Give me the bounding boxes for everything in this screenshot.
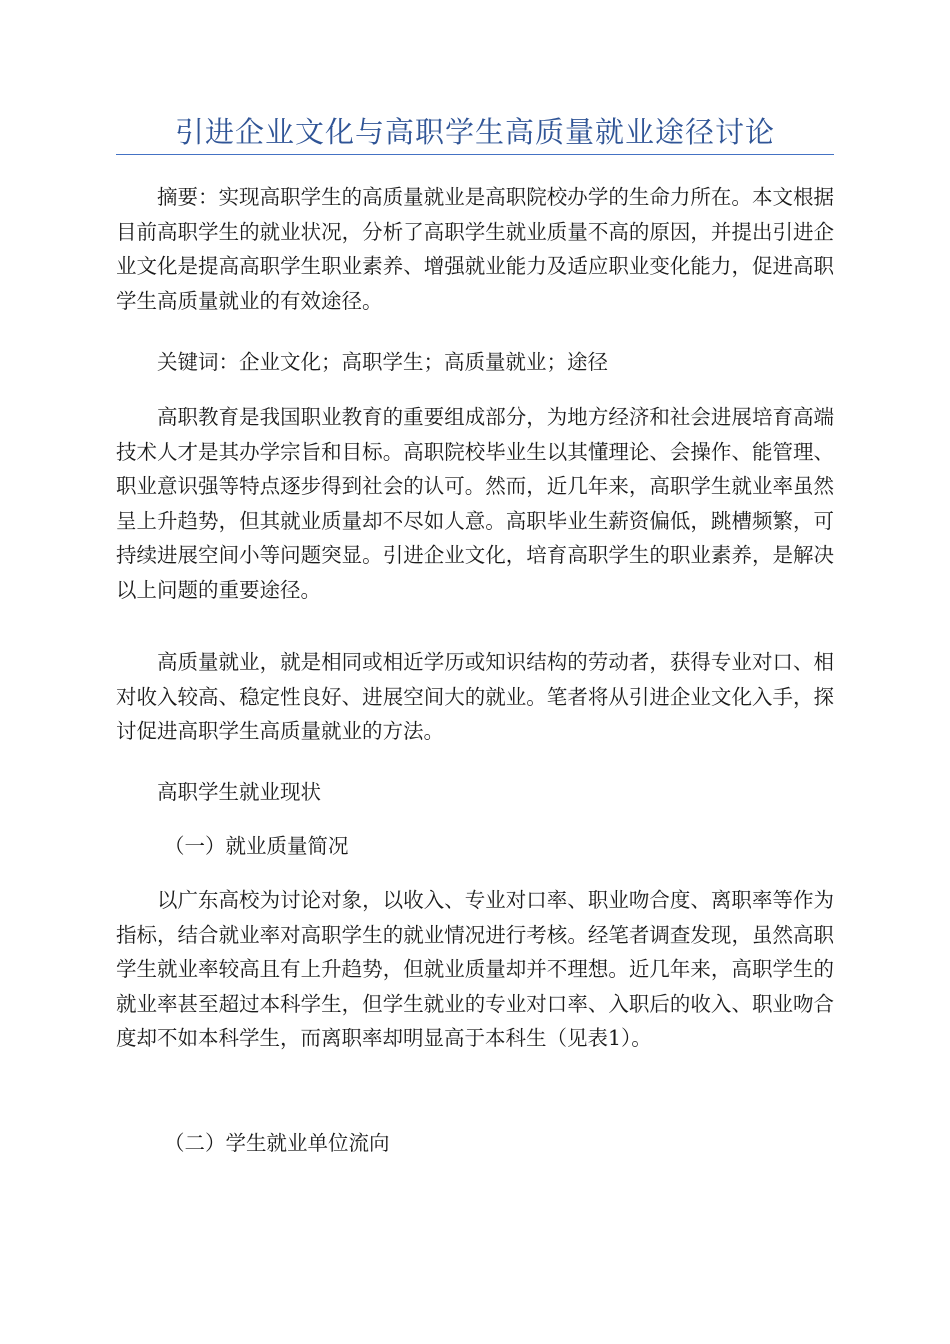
- section-heading: 高职学生就业现状: [157, 780, 321, 804]
- definition-paragraph: 高质量就业，就是相同或相近学历或知识结构的劳动者，获得专业对口、相对收入较高、稳定性良好、进展空间大的就业。笔者将从引进企业文化入手，探讨促进高职学生高质量就业的方法。: [116, 650, 834, 743]
- survey-paragraph: 以广东高校为讨论对象，以收入、专业对口率、职业吻合度、离职率等作为指标，结合就业率对高职学生的就业情况进行考核。经笔者调查发现，虽然高职学生就业率较高且有上升趋势，但就业质量却并不理想。近几年来，高职学生的就业率甚至超过本科学生，但学生就业的专业对口率、入职后的收入、职业吻合度却不如本科学生，而离职率却明显高于本科生（见表1）。: [116, 888, 834, 1050]
- title-underline: [116, 154, 834, 155]
- document-title: 引进企业文化与高职学生高质量就业途径讨论: [174, 115, 775, 149]
- intro-paragraph: 高职教育是我国职业教育的重要组成部分，为地方经济和社会进展培育高端技术人才是其办学宗旨和目标。高职院校毕业生以其懂理论、会操作、能管理、职业意识强等特点逐步得到社会的认可。然而，近几年来，高职学生就业率虽然呈上升趋势，但其就业质量却不尽如人意。高职毕业生薪资偏低，跳槽频繁，可持续进展空间小等问题突显。引进企业文化，培育高职学生的职业素养，是解决以上问题的重要途径。: [116, 405, 834, 602]
- subsection-heading-1: （一）就业质量简况: [164, 834, 349, 858]
- keywords-line: 关键词：企业文化；高职学生；高质量就业；途径: [157, 350, 608, 374]
- abstract-paragraph: 摘要：实现高职学生的高质量就业是高职院校办学的生命力所在。本文根据目前高职学生的就业状况，分析了高职学生就业质量不高的原因，并提出引进企业文化是提高高职学生职业素养、增强就业能力及适应职业变化能力，促进高职学生高质量就业的有效途径。: [116, 185, 834, 313]
- subsection-heading-2: （二）学生就业单位流向: [164, 1131, 390, 1155]
